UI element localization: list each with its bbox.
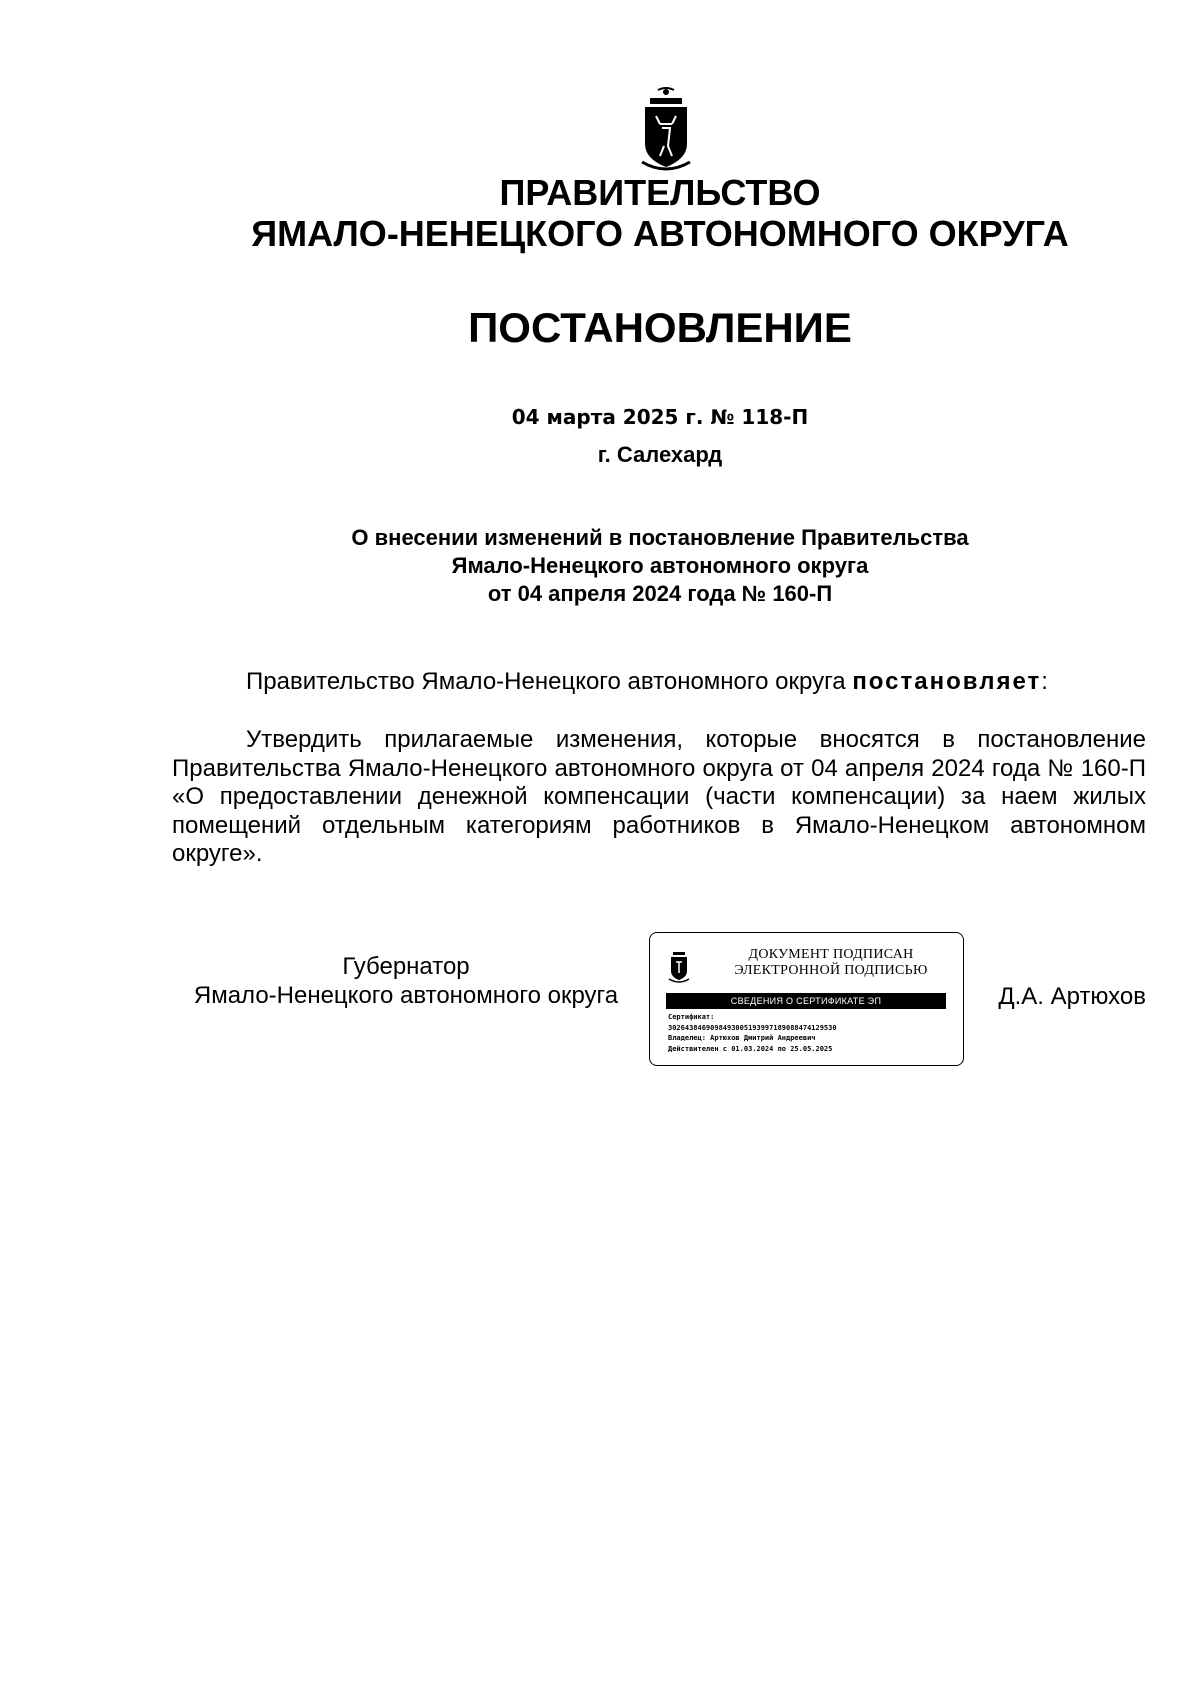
preamble-text: Правительство Ямало-Ненецкого автономного округа	[246, 668, 846, 695]
signatory-title	[172, 952, 640, 1010]
stamp-title-line-2: ЭЛЕКТРОННОЙ ПОДПИСЬЮ	[734, 963, 928, 978]
subject-line-2: Ямало-Ненецкого автономного округа	[451, 553, 869, 578]
document-type: ПОСТАНОВЛЕНИЕ	[468, 304, 852, 351]
gov-line-1: ПРАВИТЕЛЬСТВО	[499, 172, 821, 213]
signatory-title-line-2: Ямало-Ненецкого автономного округа	[193, 982, 619, 1009]
stamp-title	[702, 947, 960, 979]
document-subject	[0, 524, 1200, 608]
coat-of-arms-emblem	[636, 86, 696, 172]
stamp-title-line-1: ДОКУМЕНТ ПОДПИСАН	[748, 947, 914, 962]
gov-line-2: ЯМАЛО-НЕНЕЦКОГО АВТОНОМНОГО ОКРУГА	[251, 213, 1069, 254]
signatory-title-line-1: Губернатор	[342, 953, 470, 980]
subject-line-3: от 04 апреля 2024 года № 160-П	[487, 581, 833, 606]
certificate-number: 3026438469098493005193997189088474129530	[668, 1023, 837, 1032]
certificate-details	[668, 1012, 953, 1054]
city: г. Салехард	[597, 442, 723, 467]
certificate-info-bar: СВЕДЕНИЯ О СЕРТИФИКАТЕ ЭП	[666, 993, 946, 1009]
subject-line-1: О внесении изменений в постановление Правительства	[351, 525, 969, 550]
signatory-name: Д.А. Артюхов	[998, 983, 1146, 1010]
date-number: 04 марта 2025 г. № 118-П	[511, 405, 809, 429]
certificate-validity: Действителен с 01.03.2024 по 25.05.2025	[668, 1044, 833, 1053]
stamp-emblem-icon	[668, 949, 690, 983]
decision-paragraph: Утвердить прилагаемые изменения, которые вносятся в постановление Правительства Ямало-Ненецкого автономного округа от 04 апреля 2024 года № 160-П «О предоставлении денежной компенсации (части компенсации) за наем жилых помещений отдельным категориям работников в Ямало-Ненецком автономном округе».	[172, 726, 1146, 867]
resolves-keyword: постановляет	[852, 668, 1042, 695]
electronic-signature-stamp	[649, 932, 964, 1066]
government-name	[0, 172, 1200, 254]
preamble-paragraph	[172, 668, 1146, 696]
certificate-label: Сертификат:	[668, 1013, 715, 1021]
certificate-owner: Владелец: Артюхов Дмитрий Андреевич	[668, 1034, 816, 1042]
preamble-colon: :	[1041, 668, 1048, 695]
